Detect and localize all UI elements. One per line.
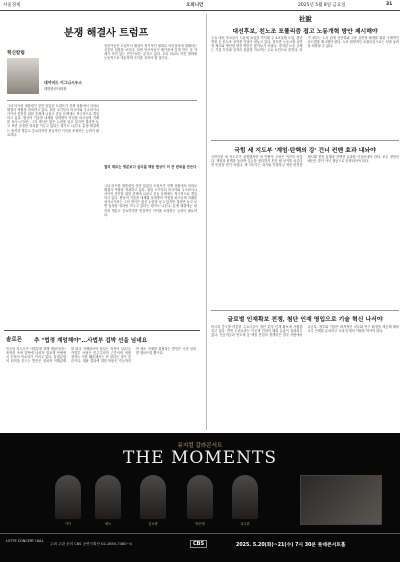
ad-info: 주최 주관 문의 CBS 공연기획단 02-2650-7480~4 (50, 542, 132, 546)
performer-name-1: 카이 (64, 522, 72, 526)
author-name: 대어비드 이그나시우스 (44, 80, 82, 85)
ad-poster-image (300, 475, 382, 525)
editorial-headline-3: 글로벌 인재확보 전쟁, 첨단 인재 영입으로 기술 혁신 나서야 (227, 316, 383, 323)
performer-photo-3 (140, 475, 166, 519)
cartoon-logo: 솔로몬 (6, 337, 22, 343)
column-headline: 분쟁 해결사 트럼프 (64, 28, 149, 39)
performer-name-5: 옥주현 (240, 522, 250, 526)
venue-logo: LOTTE CONCERT HALL (6, 539, 44, 543)
column-body-tail: 그냥 터프한 대통령인 것만 알았던 트럼프가 전쟁 상황에서 의외로 해결사 역할을 자처하고 있다. 취임 초기부터 러시아와 우크라이나 사이의 종전을 위한 중재에 나섰고 중동 문제에도 적극적으로 개입하고 있다. 협상의 기술을 내세워 상대방의 약점을 파고들며 거래를 성사시키려는 그의 방식은 많은 논란을 낳고 있지만 결과만 놓고 보면 일정한 성과를 거두고 있다는 평가도 나온다. 분쟁 해결에는 원칙과 명분도 중요하지만 현실적인 이익을 조정하는 능력이 필요하다. (104, 184, 197, 217)
ad-series: 뮤지컬 갈라콘서트 (177, 443, 223, 449)
editorial-body-2: 국민의힘 새 지도부가 출범했지만 당 안팎의 시선은 여전히 차갑다. 계엄과 탄핵을 둘러싼 갈등을 정리하지 못한 채 선거를 치른다면 민심을 얻기 어렵다. 새 지도부는 과거와 단절하고 혁신 비전을 제시해 경선 흥행과 컨벤션 효과를 이끌어내야 한다. 보수 정당의 쇄신은 말이 아닌 행동으로 증명되어야 한다. (211, 155, 399, 168)
author-photo (7, 58, 39, 94)
issue-date: 2025년 5월 8일 금요일 (298, 3, 346, 8)
editorial-body-3: 미국과 중국을 비롯한 주요국들이 첨단 분야 인재 확보에 사활을 걸고 있다. 반면 우리나라는 이공계 인력의 해외 유출이 심화되고 있다. 인공지능과 반도체 등 핵심 산업의 경쟁력은 결국 사람에서 나온다. 정부와 기업은 파격적인 처우와 연구 환경을 제공해 해외 우수 인재를 유치하고 국내 인재의 이탈을 막아야 한다. (211, 325, 399, 338)
editorial-headline-1: 대선후보, 친노조 포퓰리즘 접고 노동개혁 방안 제시해야 (232, 28, 378, 35)
author-title: 대한변리사회장 (44, 87, 67, 91)
performer-photo-4 (187, 475, 213, 519)
cartoon-title: 추 "법정 계엄해야"…사법부 겁박 선을 넘네요 (34, 338, 148, 344)
performer-name-2: 에녹 (104, 522, 112, 526)
column-subhead: 결과 때로는 명분보다 실리를 택한 협상이 더 큰 변화를 만든다 (104, 165, 197, 169)
performer-photo-2 (95, 475, 121, 519)
performer-photo-5 (232, 475, 258, 519)
column-body-continued: 전문가들은 트럼프식 협상이 장기적인 평화로 이어질지에 대해서는 신중한 입장을 보인다. 다만 당사자들이 테이블에 앉게 만든 것 자체가 의미 있는 진전이라는 분석도 있다. 우리 외교도 이런 변화에 능동적으로 대응하며 국익을 지켜야 할 것이다. (104, 44, 197, 61)
cartoon-body: 민주당 지도부가 사법부를 향해 계엄이라는 표현을 쓰며 압박에 나서자 법조계 안팎에서 우려의 목소리가 커지고 있다. 삼권분립의 원칙을 흔드는 발언은 정치적 이해관계를 떠나 자제되어야 한다는 지적이 나온다. 사법부 독립은 민주주의의 근간이며 어떤 정당도 이를 훼손해서는 안 된다는 것이 중론이다. 재판 결과에 대한 비판은 가능하지만 제도 자체를 위협하는 발언은 국민 신뢰를 떨어뜨릴 뿐이다. (6, 347, 196, 364)
page-header (0, 0, 400, 11)
column-body: 그냥 터프한 대통령인 것만 알았던 트럼프가 전쟁 상황에서 의외로 해결사 역할을 자처하고 있다. 취임 초기부터 러시아와 우크라이나 사이의 종전을 위한 중재에 나섰고 중동 문제에도 적극적으로 개입하고 있다. 협상의 기술을 내세워 상대방의 약점을 파고들며 거래를 성사시키려는 그의 방식은 많은 논란을 낳고 있지만 결과만 놓고 보면 일정한 성과를 거두고 있다는 평가도 나온다. 분쟁 해결에는 원칙과 명분도 중요하지만 현실적인 이익을 조정하는 능력이 필요하다. (7, 104, 99, 137)
page-number: 31 (386, 2, 393, 7)
ad-date-time: 2025. 5.20(화)~21(수) 7시 30분 롯데콘서트홀 (236, 543, 346, 548)
editorial-body-1: 주요 대선 후보들이 노동계 표심을 의식해 주 4.5일제 도입, 정년 연장 등 친노조 공약을 잇달아 내놓고 있다. 하지만 노동시장 유연성 제고와 생산성 향상 방안은 찾아보기 어렵다. 경직된 노동 규제는 기업 투자와 일자리 창출을 가로막는 주요 요인으로 꼽힌다. 차기 정부는 노사 관계 선진화와 고용 유연성 확대를 위한 구체적인 로드맵을 제시해야 한다. 노조 편향적인 포퓰리즘으로는 성장 동력을 회복할 수 없다. (211, 36, 399, 53)
section-title: 오피니언 (186, 3, 204, 8)
ad-title: THE MOMENTS (123, 448, 277, 468)
section-label: 서울경제 (3, 3, 21, 8)
presenter-logo: CBS (190, 540, 207, 548)
editorial-headline-2: 국힘 세 지도부 '계엄·탄핵의 강' 건너 컨벤 효과 내놔야 (234, 147, 376, 154)
column-series: 혁신칼럼 (7, 51, 25, 56)
editorial-section (206, 14, 400, 430)
performer-name-4: 박은태 (195, 522, 205, 526)
solomon-box (4, 330, 200, 431)
performer-name-3: 김소향 (148, 522, 158, 526)
performer-photo-1 (55, 475, 81, 519)
editorial-label: 社說 (299, 15, 312, 23)
opinion-column (4, 14, 200, 326)
concert-advertisement (0, 433, 400, 562)
